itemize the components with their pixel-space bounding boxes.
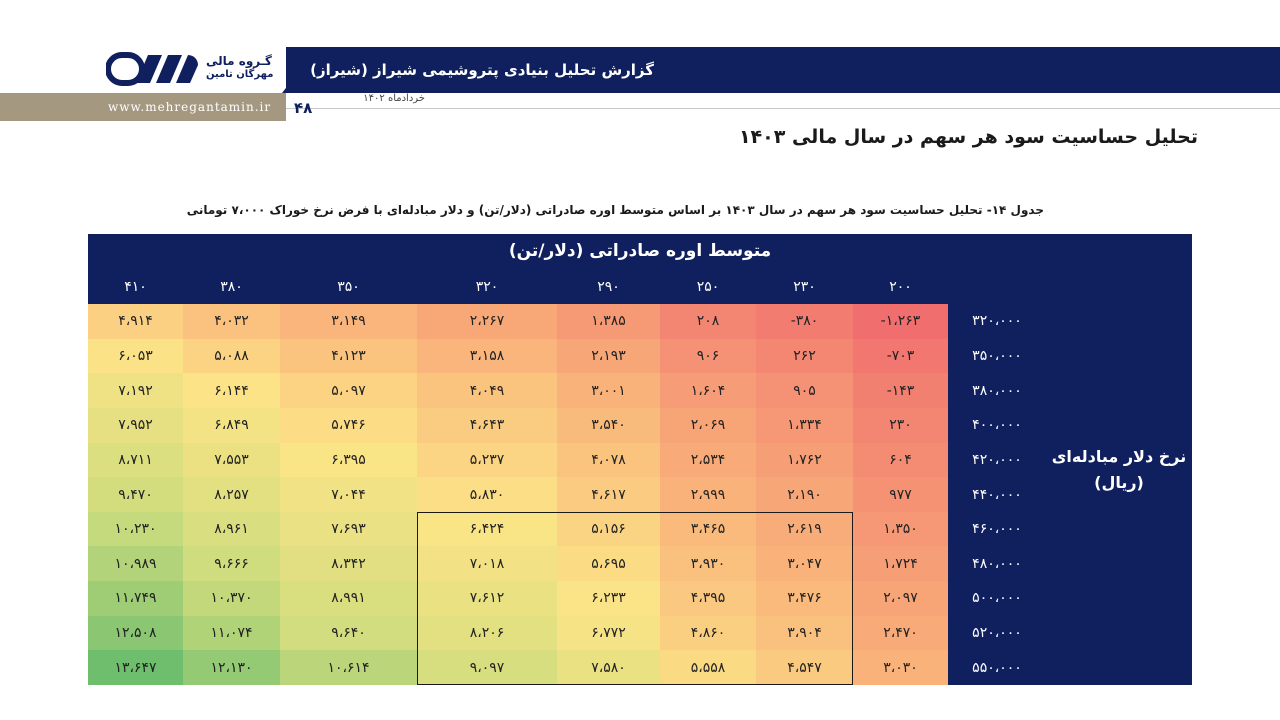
table-cell: ۱۲،۵۰۸ [88, 616, 183, 651]
table-cell: ۳،۴۷۶ [756, 581, 853, 616]
table-cell: ۲،۰۹۷ [853, 581, 948, 616]
table-cell: ۲،۶۱۹ [756, 512, 853, 547]
table-cell: ۶،۳۹۵ [280, 443, 417, 478]
table-cell: ۳،۹۳۰ [660, 546, 756, 581]
table-cell: ۵،۵۵۸ [660, 650, 756, 685]
logo-text-line2: مهرگان تامین [206, 69, 274, 80]
table-cell: ۴،۰۴۹ [417, 373, 557, 408]
table-cell: ۸،۳۴۲ [280, 546, 417, 581]
table-cell: ۹۰۶ [660, 339, 756, 374]
table-cell: ۷،۱۹۲ [88, 373, 183, 408]
row-header: ۳۲۰،۰۰۰ [972, 313, 1022, 330]
column-axis-title: متوسط اوره صادراتی (دلار/تن) [508, 241, 772, 261]
table-cell: ۲۰۸ [660, 304, 756, 339]
table-cell: ۳،۴۶۵ [660, 512, 756, 547]
table-cell: ۴،۰۷۸ [557, 443, 660, 478]
column-header: ۳۸۰ [220, 279, 243, 295]
section-title: تحلیل حساسیت سود هر سهم در سال مالی ۱۴۰۳ [738, 126, 1198, 148]
table-cell: ۴،۵۴۷ [756, 650, 853, 685]
report-title: گزارش تحلیل بنیادی پتروشیمی شیراز (شیراز) [310, 61, 654, 79]
table-cell: ۸،۹۶۱ [183, 512, 280, 547]
table-cell: -۱،۲۶۳ [853, 304, 948, 339]
table-cell: ۲،۵۳۴ [660, 443, 756, 478]
table-cell: ۶،۲۳۳ [557, 581, 660, 616]
table-cell: ۲،۲۶۷ [417, 304, 557, 339]
table-cell: ۲،۰۶۹ [660, 408, 756, 443]
sensitivity-grid [88, 304, 948, 685]
column-header: ۲۵۰ [696, 279, 720, 295]
company-logo-icon [106, 52, 200, 86]
table-cell: ۳،۵۴۰ [557, 408, 660, 443]
table-cell: ۵،۶۹۵ [557, 546, 660, 581]
table-cell: ۸،۷۱۱ [88, 443, 183, 478]
table-cell: ۹۷۷ [853, 477, 948, 512]
column-header: ۳۵۰ [337, 279, 360, 295]
row-axis-title-line2: (ریال) [1094, 473, 1144, 492]
table-cell: ۵،۷۴۶ [280, 408, 417, 443]
table-cell: ۷،۶۹۳ [280, 512, 417, 547]
column-header: ۲۰۰ [889, 279, 912, 295]
table-cell: ۸،۹۹۱ [280, 581, 417, 616]
table-cell: ۶،۷۷۲ [557, 616, 660, 651]
table-cell: ۱،۷۲۴ [853, 546, 948, 581]
table-cell: ۶۰۴ [853, 443, 948, 478]
table-cell: ۵،۸۳۰ [417, 477, 557, 512]
table-cell: ۱۰،۳۷۰ [183, 581, 280, 616]
row-header: ۴۰۰،۰۰۰ [972, 417, 1022, 434]
table-cell: ۶،۰۵۳ [88, 339, 183, 374]
table-cell: ۳،۱۴۹ [280, 304, 417, 339]
table-cell: ۵،۱۵۶ [557, 512, 660, 547]
table-cell: ۵،۰۹۷ [280, 373, 417, 408]
table-cell: ۸،۲۵۷ [183, 477, 280, 512]
table-cell: ۳،۰۴۷ [756, 546, 853, 581]
table-cell: ۶،۱۴۴ [183, 373, 280, 408]
column-header: ۲۳۰ [793, 279, 816, 295]
table-cell: ۷،۰۴۴ [280, 477, 417, 512]
table-cell: ۴،۰۳۲ [183, 304, 280, 339]
table-cell: ۱۰،۶۱۴ [280, 650, 417, 685]
table-cell: ۲،۱۹۰ [756, 477, 853, 512]
table-cell: ۲،۱۹۳ [557, 339, 660, 374]
table-cell: ۷،۵۵۳ [183, 443, 280, 478]
table-cell: ۱،۳۳۴ [756, 408, 853, 443]
row-header: ۵۲۰،۰۰۰ [972, 625, 1022, 642]
row-header: ۴۸۰،۰۰۰ [972, 555, 1022, 572]
table-cell: ۹،۶۶۶ [183, 546, 280, 581]
table-cell: ۹،۰۹۷ [417, 650, 557, 685]
table-caption: جدول ۱۴- تحلیل حساسیت سود هر سهم در سال ۱۴۰۳ بر اساس متوسط اوره صادراتی (دلار/تن) و دلار مبادله‌ای با فرض نرخ خوراک ۷،۰۰۰ تومانی [186, 203, 1044, 217]
table-cell: ۲۳۰ [853, 408, 948, 443]
row-header: ۵۰۰،۰۰۰ [972, 590, 1022, 607]
table-cell: ۱۳،۶۴۷ [88, 650, 183, 685]
row-header: ۳۵۰،۰۰۰ [972, 347, 1022, 364]
table-cell: ۳،۰۰۱ [557, 373, 660, 408]
page-number: ۴۸ [294, 99, 313, 117]
table-cell: ۳،۰۳۰ [853, 650, 948, 685]
website-url[interactable]: www.mehregantamin.ir [108, 100, 272, 114]
column-header: ۳۲۰ [475, 279, 499, 295]
table-cell: ۱،۶۰۴ [660, 373, 756, 408]
table-cell: ۷،۵۸۰ [557, 650, 660, 685]
table-cell: ۱۱،۷۴۹ [88, 581, 183, 616]
table-cell: ۱،۷۶۲ [756, 443, 853, 478]
report-date: خردادماه ۱۴۰۲ [363, 93, 425, 104]
table-cell: ۹۰۵ [756, 373, 853, 408]
table-cell: ۱،۳۵۰ [853, 512, 948, 547]
table-cell: ۲،۴۷۰ [853, 616, 948, 651]
table-cell: ۱۰،۲۳۰ [88, 512, 183, 547]
table-cell: ۶،۴۲۴ [417, 512, 557, 547]
table-cell: ۴،۳۹۵ [660, 581, 756, 616]
row-header: ۴۴۰،۰۰۰ [972, 486, 1022, 503]
table-cell: -۳۸۰ [756, 304, 853, 339]
table-cell: ۵،۰۸۸ [183, 339, 280, 374]
table-cell: ۹،۴۷۰ [88, 477, 183, 512]
column-header: ۲۹۰ [597, 279, 620, 295]
table-cell: ۵،۲۳۷ [417, 443, 557, 478]
table-cell: ۱۲،۱۳۰ [183, 650, 280, 685]
table-cell: ۷،۰۱۸ [417, 546, 557, 581]
table-cell: ۱۱،۰۷۴ [183, 616, 280, 651]
table-cell: ۴،۶۱۷ [557, 477, 660, 512]
table-cell: ۴،۶۴۳ [417, 408, 557, 443]
table-cell: ۶،۸۴۹ [183, 408, 280, 443]
row-axis-title-line1: نرخ دلار مبادله‌ای [1051, 447, 1187, 466]
table-cell: -۱۴۳ [853, 373, 948, 408]
row-header: ۴۶۰،۰۰۰ [972, 521, 1022, 538]
sensitivity-table [88, 234, 1192, 685]
table-cell: ۴،۹۱۴ [88, 304, 183, 339]
table-cell: ۷،۶۱۲ [417, 581, 557, 616]
logo-text-line1: گـروه مالی [206, 54, 272, 68]
header-divider [286, 108, 1280, 109]
table-cell: ۴،۸۶۰ [660, 616, 756, 651]
table-cell: ۱،۳۸۵ [557, 304, 660, 339]
table-cell: ۸،۲۰۶ [417, 616, 557, 651]
row-axis-title [1046, 444, 1192, 496]
table-cell: ۳،۹۰۴ [756, 616, 853, 651]
table-cell: ۲۶۲ [756, 339, 853, 374]
table-cell: ۱۰،۹۸۹ [88, 546, 183, 581]
column-header: ۴۱۰ [124, 279, 147, 295]
table-cell: -۷۰۳ [853, 339, 948, 374]
table-cell: ۷،۹۵۲ [88, 408, 183, 443]
row-header: ۵۵۰،۰۰۰ [972, 659, 1022, 676]
table-cell: ۲،۹۹۹ [660, 477, 756, 512]
row-header: ۴۲۰،۰۰۰ [972, 451, 1022, 468]
table-cell: ۴،۱۲۳ [280, 339, 417, 374]
row-header: ۳۸۰،۰۰۰ [972, 382, 1022, 399]
table-cell: ۳،۱۵۸ [417, 339, 557, 374]
table-cell: ۹،۶۴۰ [280, 616, 417, 651]
